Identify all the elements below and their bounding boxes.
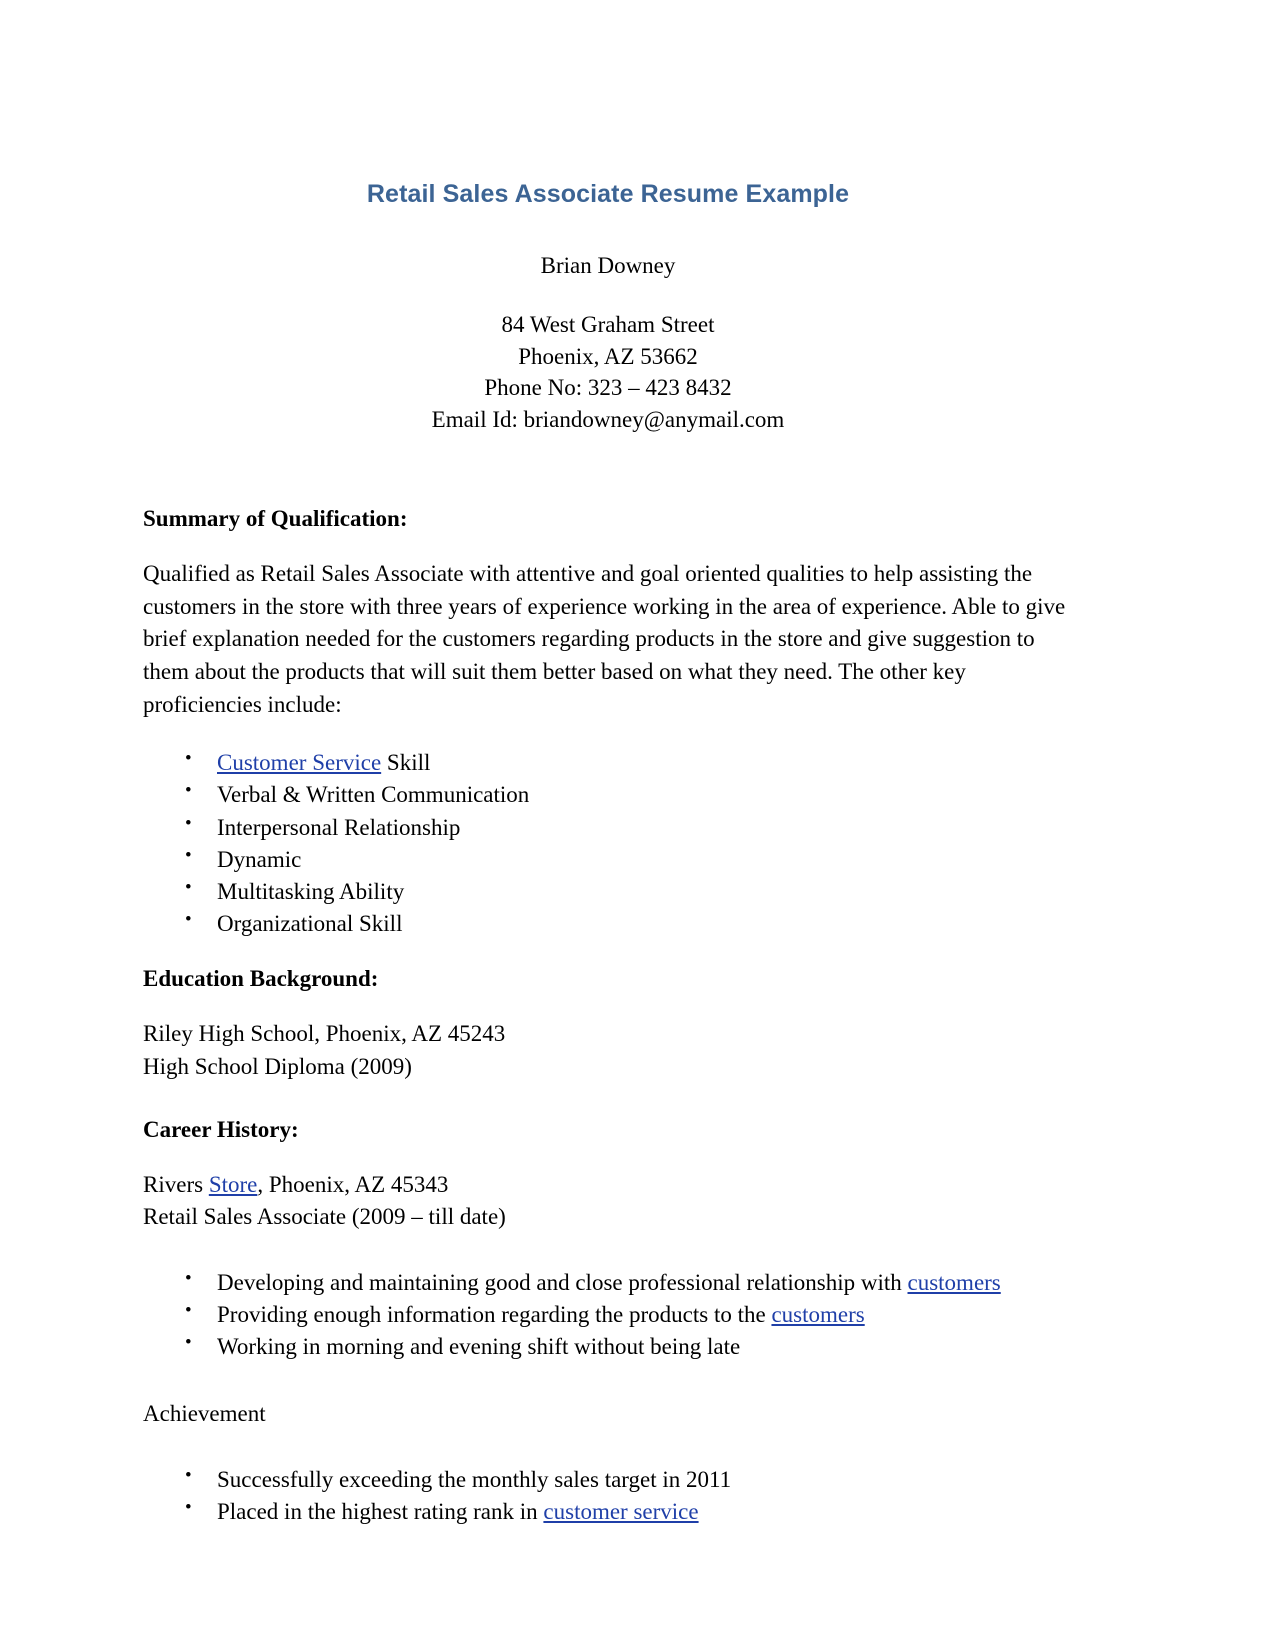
list-item-text: Developing and maintaining good and close professional relationship with xyxy=(217,1270,908,1296)
list-item xyxy=(217,779,1073,811)
customers-link[interactable]: customers xyxy=(907,1270,1001,1296)
contact-email: Email Id: briandowney@anymail.com xyxy=(431,407,785,433)
list-item-text: Skill xyxy=(381,750,431,776)
list-item-text: Verbal & Written Communication xyxy=(217,782,530,808)
education-degree: High School Diploma (2009) xyxy=(143,1053,412,1079)
page-title: Retail Sales Associate Resume Example xyxy=(366,180,850,208)
contact-phone: Phone No: 323 – 423 8432 xyxy=(484,375,732,401)
achievements-list xyxy=(143,1464,1073,1528)
list-item-text: Organizational Skill xyxy=(217,911,403,937)
education-heading: Education Background: xyxy=(143,966,379,992)
document-content xyxy=(143,180,1073,1554)
contact-block xyxy=(143,309,1073,436)
list-item xyxy=(217,747,1073,779)
summary-paragraph: Qualified as Retail Sales Associate with attentive and goal oriented qualities to help assisting the customers in the store with three years of experience working in the area of experience. Able to give brief explanation needed for the customers regarding products in the store and give suggestion to them about the products that will suit them better based on what they need. The other key proficiencies include: xyxy=(143,560,1066,717)
list-item xyxy=(217,844,1073,876)
list-item-text: Working in morning and evening shift without being late xyxy=(217,1334,741,1360)
contact-city-state-zip: Phoenix, AZ 53662 xyxy=(518,343,698,369)
list-item-text: Providing enough information regarding the products to the xyxy=(217,1302,772,1328)
list-item xyxy=(217,908,1073,940)
list-item-text: Placed in the highest rating rank in xyxy=(217,1499,544,1525)
contact-street: 84 West Graham Street xyxy=(501,312,715,337)
list-item-text: Interpersonal Relationship xyxy=(217,814,461,840)
skills-list xyxy=(143,747,1073,940)
customers-link[interactable]: customers xyxy=(771,1302,865,1328)
achievement-heading: Achievement xyxy=(143,1400,266,1426)
list-item xyxy=(217,1299,1073,1331)
career-heading: Career History: xyxy=(143,1116,299,1142)
career-role: Retail Sales Associate (2009 – till date) xyxy=(143,1203,506,1229)
list-item-text: Dynamic xyxy=(217,846,302,872)
list-item xyxy=(217,1496,1073,1528)
candidate-name: Brian Downey xyxy=(540,253,676,278)
list-item xyxy=(217,812,1073,844)
duties-list xyxy=(143,1267,1073,1364)
education-school: Riley High School, Phoenix, AZ 45243 xyxy=(143,1021,506,1047)
store-link[interactable]: Store xyxy=(208,1171,258,1197)
list-item xyxy=(217,1331,1073,1363)
list-item xyxy=(217,1267,1073,1299)
list-item-text: Successfully exceeding the monthly sales target in 2011 xyxy=(217,1466,732,1492)
career-employer xyxy=(143,1169,1073,1201)
summary-heading: Summary of Qualification: xyxy=(143,505,408,531)
career-employer-prefix: Rivers xyxy=(143,1171,209,1197)
customer-service-link[interactable]: Customer Service xyxy=(217,750,382,776)
list-item xyxy=(217,876,1073,908)
list-item xyxy=(217,1464,1073,1496)
list-item-text: Multitasking Ability xyxy=(217,878,405,904)
customer-service-link[interactable]: customer service xyxy=(543,1499,699,1525)
career-employer-suffix: , Phoenix, AZ 45343 xyxy=(257,1171,449,1197)
